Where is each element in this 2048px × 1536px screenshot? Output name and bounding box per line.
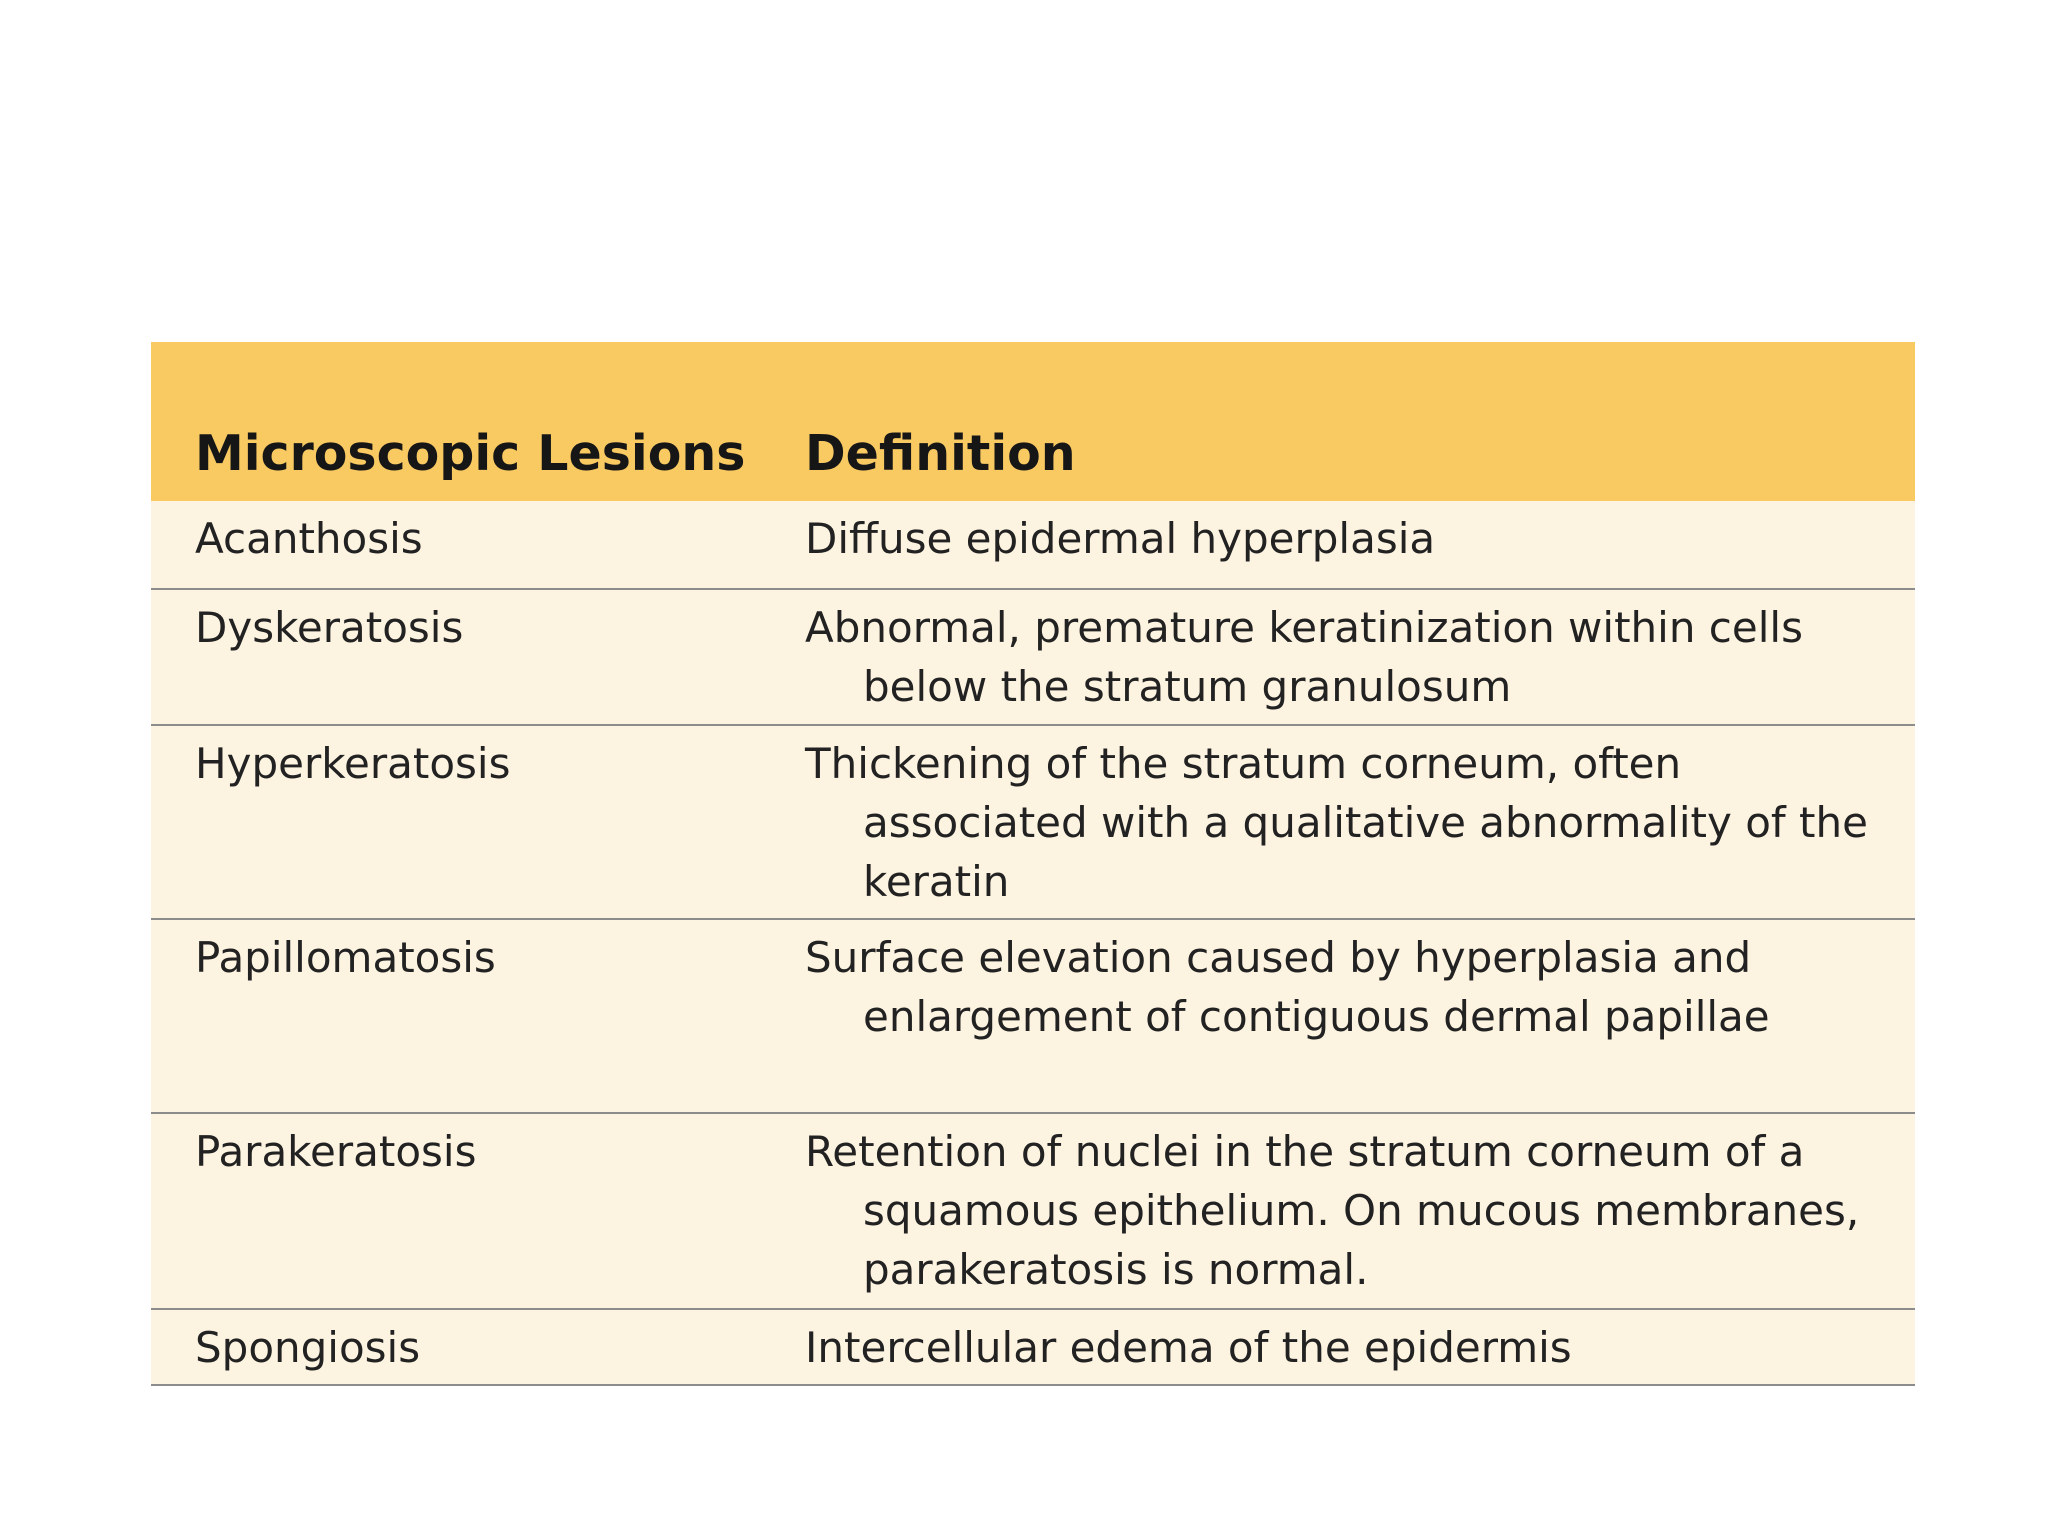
lesion-definition: Diffuse epidermal hyperplasia: [805, 514, 1436, 563]
lesion-term: Dyskeratosis: [195, 603, 464, 652]
lesion-term: Acanthosis: [195, 514, 423, 563]
lesion-definition: Intercellular edema of the epidermis: [805, 1323, 1572, 1372]
header-definition: Definition: [805, 425, 1076, 482]
table-row: [151, 589, 1915, 725]
table-header-row: [151, 342, 1915, 501]
lesion-term: Papillomatosis: [195, 933, 496, 982]
lesions-table: [151, 342, 1915, 1386]
lesion-definition: Retention of nuclei in the stratum corneum of a squamous epithelium. On mucous membranes, parakeratosis is normal.: [805, 1127, 1860, 1294]
lesion-term: Hyperkeratosis: [195, 739, 511, 788]
table-row: [151, 725, 1915, 919]
lesion-term: Spongiosis: [195, 1323, 421, 1372]
table-row: [151, 501, 1915, 589]
lesion-definition: Thickening of the stratum corneum, often associated with a qualitative abnormality of the keratin: [805, 739, 1868, 906]
lesion-term: Parakeratosis: [195, 1127, 477, 1176]
table-row: [151, 1113, 1915, 1309]
header-microscopic-lesions: Microscopic Lesions: [195, 425, 746, 482]
lesion-definition: Abnormal, premature keratinization within cells below the stratum granulosum: [805, 603, 1803, 711]
lesion-definition: Surface elevation caused by hyperplasia and enlargement of contiguous dermal papillae: [805, 933, 1770, 1041]
table-row: [151, 919, 1915, 1113]
table-row: [151, 1309, 1915, 1385]
